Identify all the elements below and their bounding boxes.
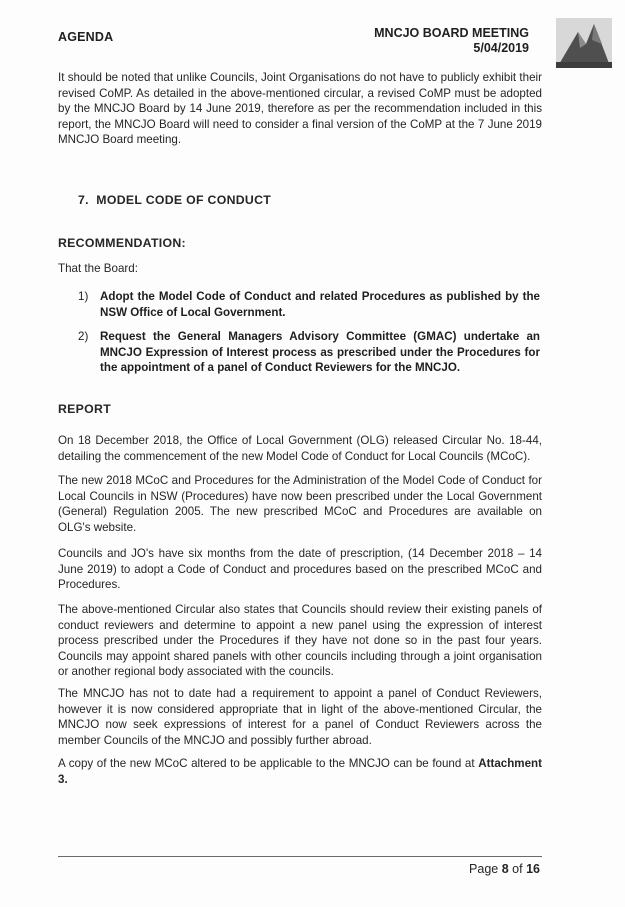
- page-prefix: Page: [469, 862, 499, 876]
- header-meeting-title: MNCJO BOARD MEETING: [374, 26, 529, 40]
- attachment-reference: Attachment 3.: [58, 757, 542, 786]
- section-number: 7.: [78, 193, 89, 207]
- section-title: MODEL CODE OF CONDUCT: [96, 193, 272, 207]
- report-closing-text: A copy of the new MCoC altered to be applicable to the MNCJO can be found at: [58, 757, 475, 770]
- report-paragraph: The MNCJO has not to date had a requirement to appoint a panel of Conduct Reviewers, however it is now considered appropriate that in light of the above-mentioned Circular, the MNCJO now seek expressions of interest for a panel of Conduct Reviewers across the member Councils of the MNCJO and possibly further abroad.: [58, 687, 542, 747]
- recommendation-item-number: 1): [78, 290, 89, 303]
- report-closing-paragraph: [58, 756, 542, 787]
- recommendation-item-text: Request the General Managers Advisory Committee (GMAC) undertake an MNCJO Expression of Interest process as prescribed under the Procedures for the appointment of a panel of Conduct Reviewers for the MNCJO.: [100, 330, 540, 375]
- recommendation-item-text: Adopt the Model Code of Conduct and related Procedures as published by the NSW Office of Local Government.: [100, 290, 540, 319]
- page-of: of: [512, 862, 523, 876]
- mncjo-logo-icon: [556, 18, 612, 68]
- recommendation-item: [78, 289, 540, 320]
- report-paragraph: Councils and JO's have six months from the date of prescription, (14 December 2018 – 14 June 2019) to adopt a Code of Conduct and procedures based on the prescribed MCoC and Procedures.: [58, 547, 542, 592]
- intro-paragraph: It should be noted that unlike Councils, Joint Organisations do not have to publicly exhibit their revised CoMP. As detailed in the above-mentioned circular, a revised CoMP must be adopted by the MNCJO Board by 14 June 2019, therefore as per the recommendation included in this report, the MNCJO Board will need to consider a final version of the CoMP at the 7 June 2019 MNCJO Board meeting.: [58, 71, 542, 147]
- report-paragraph: On 18 December 2018, the Office of Local Government (OLG) released Circular No. 18-44, detailing the commencement of the new Model Code of Conduct for Local Councils (MCoC).: [58, 434, 542, 463]
- recommendation-lead: That the Board:: [58, 262, 138, 275]
- header-meeting-date: 5/04/2019: [473, 41, 529, 55]
- report-paragraph: The new 2018 MCoC and Procedures for the Administration of the Model Code of Conduct for Local Councils in NSW (Procedures) have now been prescribed under the Local Government (General) Regulation 2005. The new prescribed MCoC and Procedures are available on OLG's website.: [58, 474, 542, 534]
- report-heading: REPORT: [58, 402, 112, 416]
- page-number: [469, 862, 540, 876]
- recommendation-item-number: 2): [78, 330, 89, 343]
- recommendation-heading: RECOMMENDATION:: [58, 236, 186, 250]
- header-agenda-label: AGENDA: [58, 30, 114, 44]
- section-heading: [78, 193, 271, 207]
- report-paragraph: The above-mentioned Circular also states that Councils should review their existing panels of conduct reviewers and determine to appoint a new panel using the expression of interest process prescribed under the Procedures if they have not done so in the past four years. Councils may appoint shared panels with other councils including through a joint organisation or another regional body associated with the councils.: [58, 603, 542, 679]
- recommendation-item: [78, 329, 540, 376]
- footer-divider: [58, 856, 542, 857]
- header-meeting-info: [374, 26, 529, 56]
- page-total: 16: [526, 862, 540, 876]
- page-current: 8: [501, 862, 509, 876]
